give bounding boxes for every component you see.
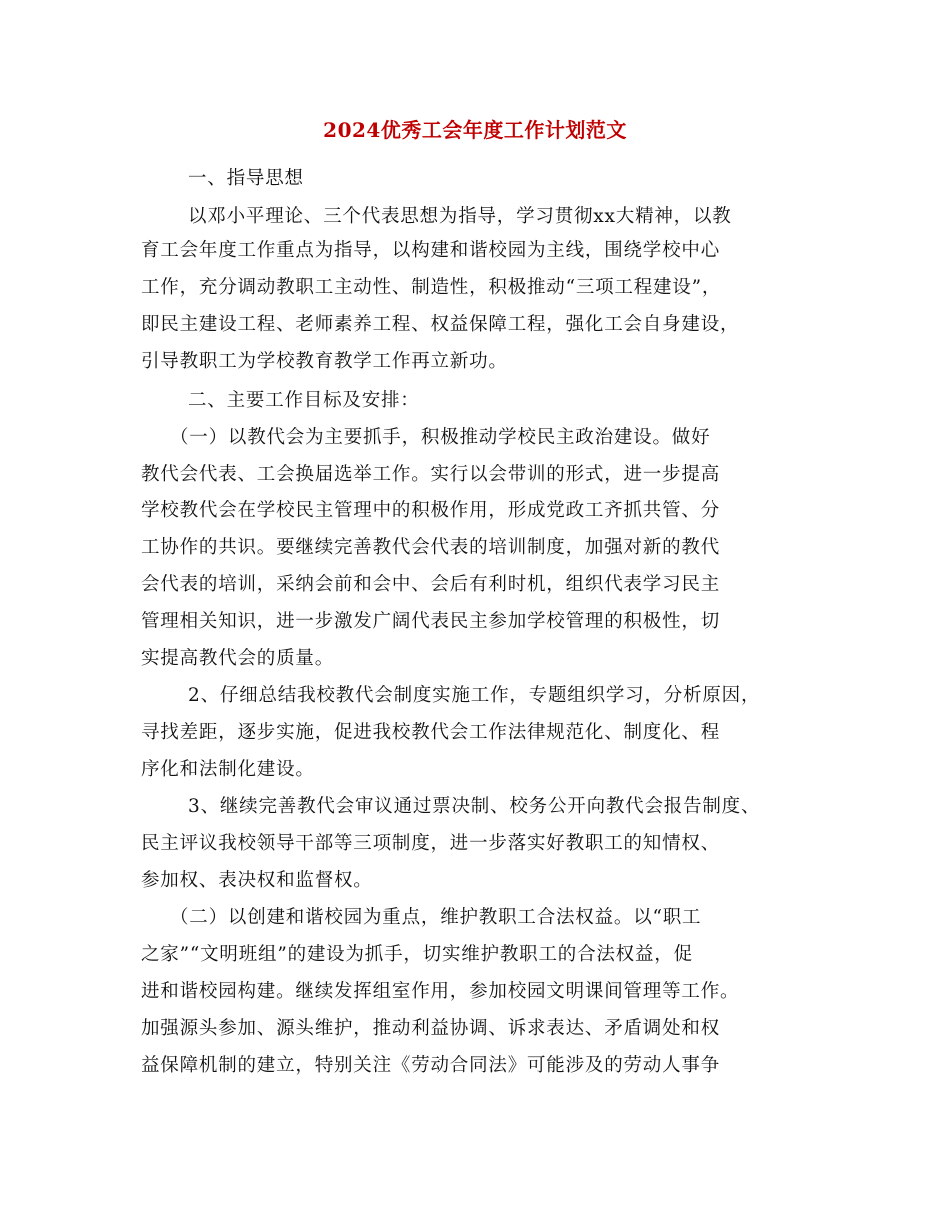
paragraph-line: （二）以创建和谐校园为重点，维护教职工合法权益。以“职工 (170, 907, 702, 928)
paragraph-line: 即民主建设工程、老师素养工程、权益保障工程，强化工会自身建设， (141, 314, 740, 335)
paragraph-line: 管理相关知识，进一步激发广阔代表民主参加学校管理的积极性，切 (141, 611, 721, 632)
paragraph-line: 寻找差距，逐步实施，促进我校教代会工作法律规范化、制度化、程 (141, 722, 721, 743)
paragraph-line: 育工会年度工作重点为指导，以构建和谐校园为主线，围绕学校中心 (141, 240, 721, 261)
paragraph-line: 2、仔细总结我校教代会制度实施工作，专题组织学习，分析原因， (188, 685, 761, 706)
paragraph-line: 序化和法制化建设。 (141, 759, 315, 780)
paragraph-line: 以邓小平理论、三个代表思想为指导，学习贯彻xx大精神，以教 (188, 206, 732, 227)
paragraph-line: （一）以教代会为主要抓手，积极推动学校民主政治建设。做好 (170, 427, 711, 448)
paragraph-line: 工作，充分调动教职工主动性、制造性，积极推动“三项工程建设”， (141, 277, 722, 298)
paragraph-line: 益保障机制的建立，特别关注《劳动合同法》可能涉及的劳动人事争 (141, 1055, 721, 1076)
document-title: 2024优秀工会年度工作计划范文 (323, 118, 627, 142)
paragraph-line: 民主评议我校领导干部等三项制度，进一步落实好教职工的知情权、 (141, 833, 721, 854)
paragraph-line: 之家”“文明班组”的建设为抓手，切实维护教职工的合法权益，促 (141, 944, 693, 965)
paragraph-line: 引导教职工为学校教育教学工作再立新功。 (141, 351, 508, 372)
paragraph-line: 学校教代会在学校民主管理中的积极作用，形成党政工齐抓共管、分 (141, 500, 721, 521)
paragraph-line: 工协作的共识。要继续完善教代会代表的培训制度，加强对新的教代 (141, 537, 721, 558)
paragraph-line: 教代会代表、工会换届选举工作。实行以会带训的形式，进一步提高 (141, 464, 721, 485)
paragraph-line: 实提高教代会的质量。 (141, 648, 335, 669)
section-heading-1: 一、指导思想 (188, 168, 304, 189)
paragraph-line: 参加权、表决权和监督权。 (141, 870, 373, 891)
paragraph-line: 加强源头参加、源头维护，推动利益协调、诉求表达、矛盾调处和权 (141, 1018, 721, 1039)
paragraph-line: 进和谐校园构建。继续发挥组室作用，参加校园文明课间管理等工作。 (141, 981, 740, 1002)
section-heading-2: 二、主要工作目标及安排： (188, 390, 420, 411)
paragraph-line: 会代表的培训，采纳会前和会中、会后有利时机，组织代表学习民主 (141, 574, 721, 595)
paragraph-line: 3、继续完善教代会审议通过票决制、校务公开向教代会报告制度、 (188, 796, 761, 817)
